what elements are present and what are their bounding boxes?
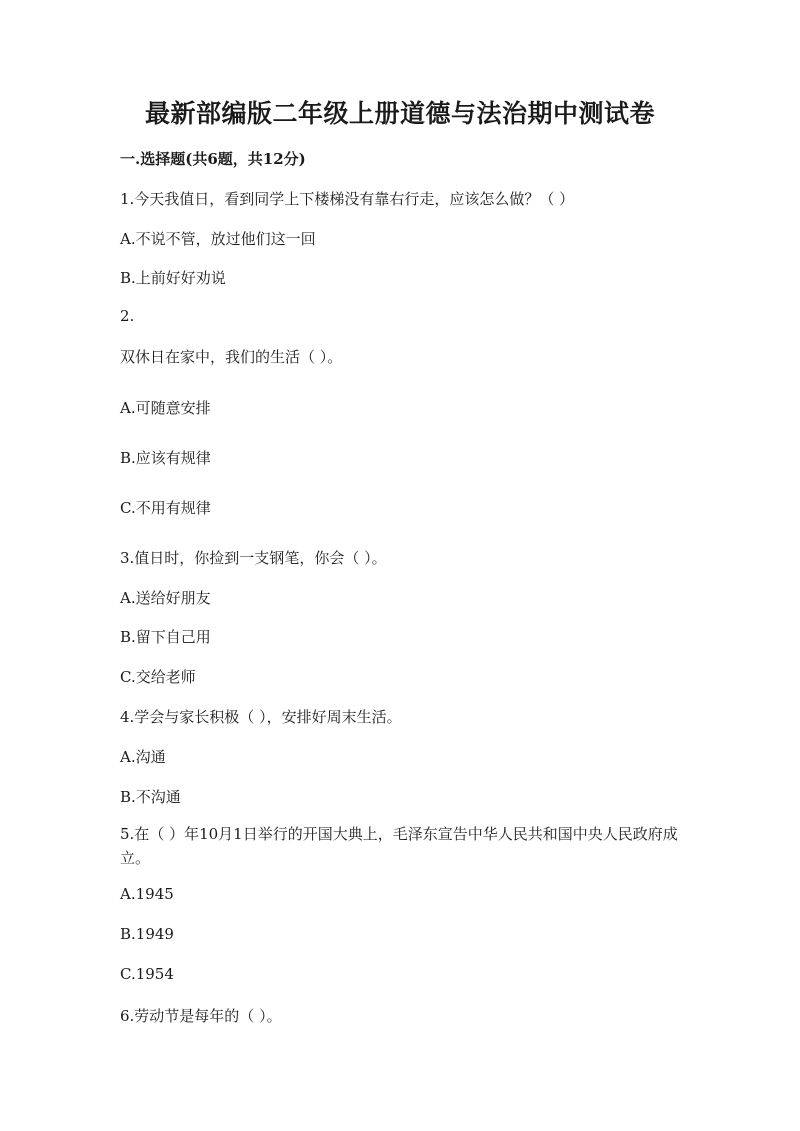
question-4-stem: 4.学会与家长积极（ ），安排好周末生活。 [120,708,402,726]
question-6-stem: 6.劳动节是每年的（ ）。 [120,1007,282,1025]
question-2-option-b: B.应该有规律 [120,449,211,467]
question-2-option-c: C.不用有规律 [120,499,211,517]
question-5-option-a: A.1945 [120,885,174,903]
question-3-option-b: B.留下自己用 [120,628,211,646]
page-title: 最新部编版二年级上册道德与法治期中测试卷 [144,99,655,128]
question-3-stem: 3.值日时，你捡到一支钢笔，你会（ ）。 [120,549,387,567]
question-4-option-b: B.不沟通 [120,788,181,806]
question-2-option-a: A.可随意安排 [120,399,211,417]
question-2-number: 2. [120,307,135,325]
question-5-option-b: B.1949 [120,925,174,943]
question-1-option-b: B.上前好好劝说 [120,269,226,287]
question-3-option-a: A.送给好朋友 [120,589,211,607]
question-5-stem: 5.在（ ）年10月1日举行的开国大典上，毛泽东宣告中华人民共和国中央人民政府成立。 [120,825,678,867]
question-1-option-a: A.不说不管，放过他们这一回 [120,230,316,248]
question-1-stem: 1.今天我值日，看到同学上下楼梯没有靠右行走，应该怎么做？（ ） [120,190,575,208]
question-5-option-c: C.1954 [120,965,174,983]
section-header: 一.选择题(共6题，共12分) [120,150,306,168]
question-2-stem: 双休日在家中，我们的生活（ ）。 [120,348,343,366]
question-4-option-a: A.沟通 [120,748,166,766]
question-3-option-c: C.交给老师 [120,668,196,686]
